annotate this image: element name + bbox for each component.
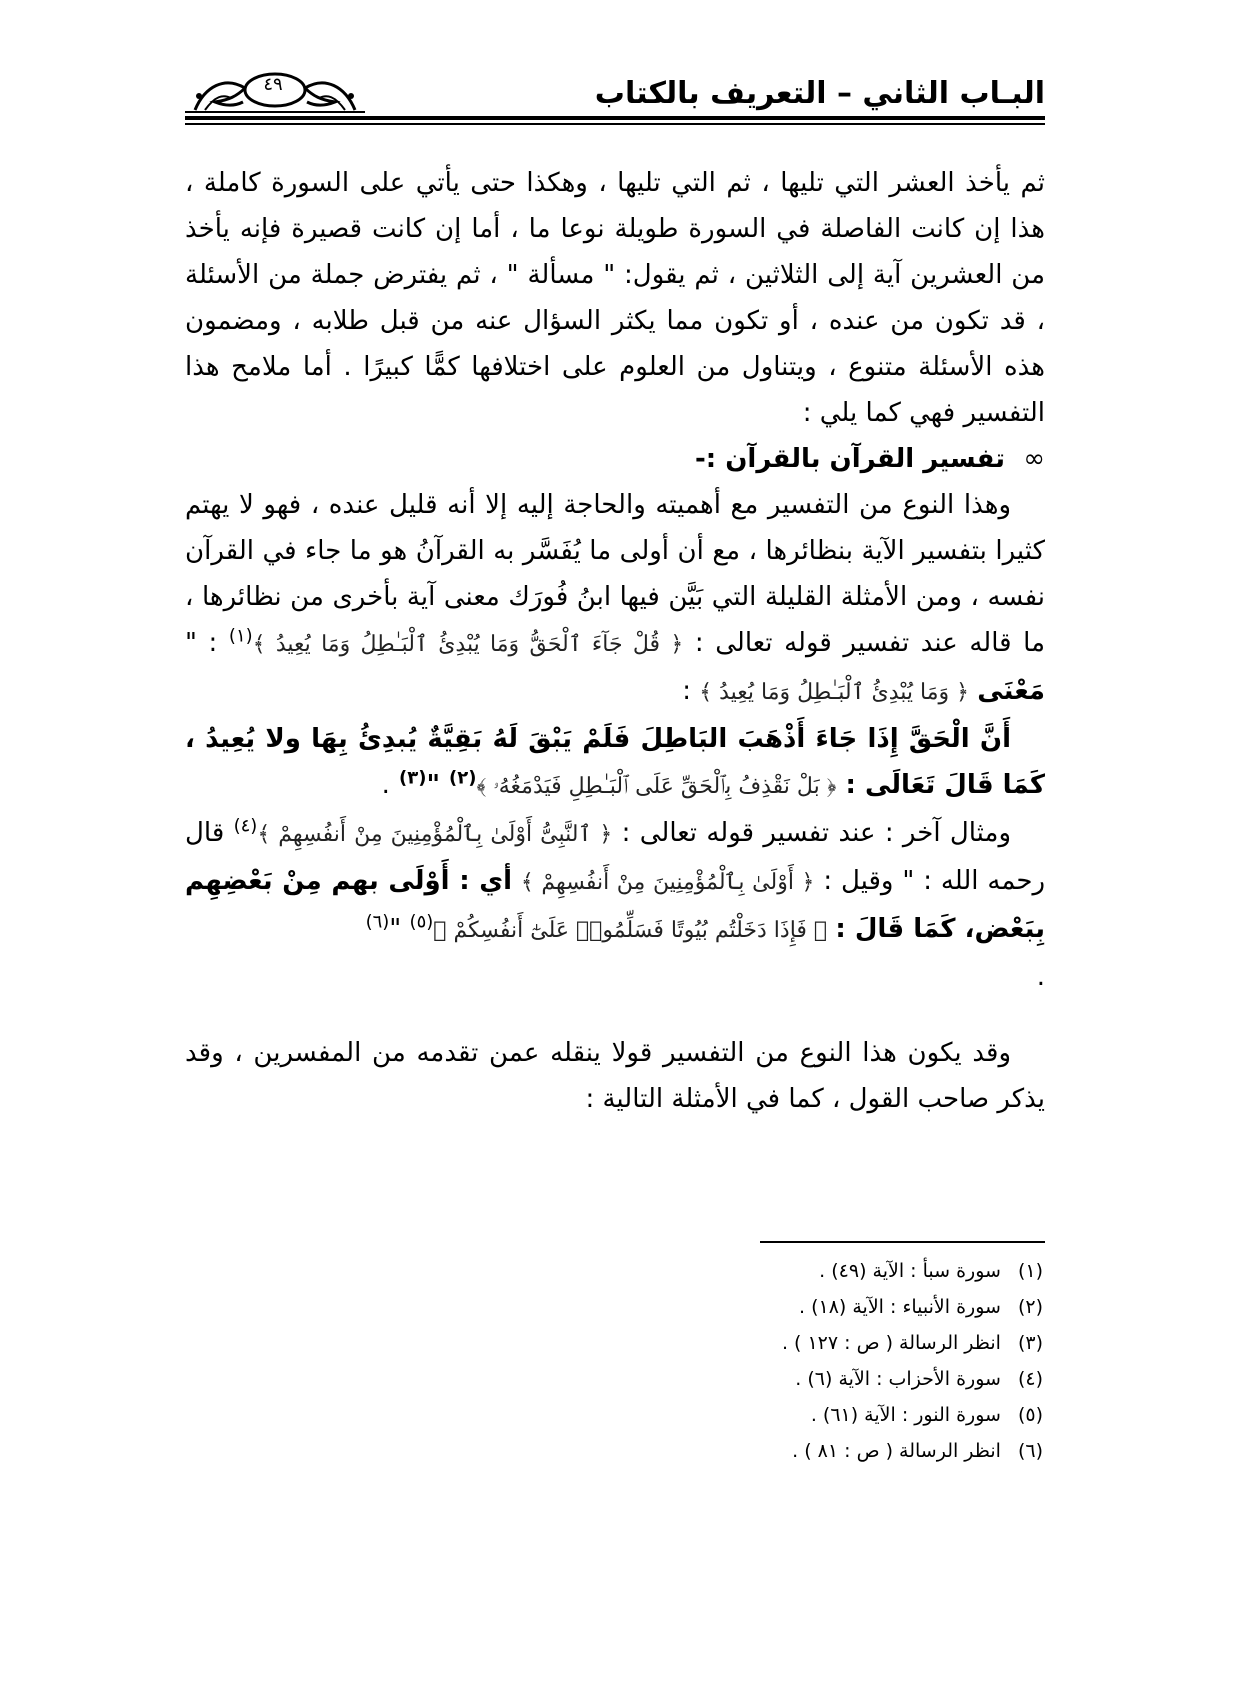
para2-text-a: وهذا النوع من التفسير مع أهميته والحاجة إليه إلا أنه قليل عنده ، فهو لا يهتم كثيرا بتفسير الآية بنظائرها ، مع أن أولى ما يُفَسَّر به القرآنُ هو ما جاء في القرآن نفسه ، ومن الأمثلة القليلة التي بَيَّن فيها ابنُ فُورَك معنى آية بأخرى من نظائرها ، ما قاله عند تفسير قوله تعالى : (185, 490, 1046, 658)
para2-text-c: : (682, 676, 691, 706)
paragraph-2 (185, 482, 1045, 716)
footnote-ref-4: (٤) (233, 815, 258, 837)
footnote-ref-2: (٢) (449, 767, 477, 789)
para4-text-a: ومثال آخر : عند تفسير قوله تعالى : (621, 818, 1012, 848)
footnotes (185, 1253, 1045, 1469)
paragraph-4 (185, 810, 1045, 954)
footnote-number: (٤) (1017, 1368, 1043, 1390)
footnote-4 (185, 1361, 1045, 1397)
chapter-title: البـاب الثاني – التعريف بالكتاب (594, 76, 1045, 111)
footnote-ref-1: (١) (228, 625, 253, 647)
para4-text-b: قال رحمه الله : " وقيل : (185, 818, 1046, 896)
footnote-number: (٥) (1017, 1404, 1043, 1426)
footnote-number: (٦) (1017, 1440, 1043, 1462)
quran-verse-6: ﴿ فَإِذَا دَخَلْتُم بُيُوتًا فَسَلِّمُوا۟ عَلَىٰٓ أَنفُسِكُمْ ﴾ (433, 918, 828, 943)
header-rule (185, 116, 1045, 120)
quran-verse-5: ﴿ أَوْلَىٰ بِٱلْمُؤْمِنِينَ مِنْ أَنفُسِهِمْ ﴾ (520, 870, 815, 895)
footnote-text: سورة الأحزاب : الآية (٦) . (795, 1368, 1001, 1390)
quran-verse-3: ﴿ بَلْ نَقْذِفُ بِٱلْحَقِّ عَلَى ٱلْبَـٰطِلِ فَيَدْمَغُهُۥ ﴾ (476, 774, 837, 799)
para2-text-b: : " (185, 628, 218, 658)
section-subheading (185, 436, 1045, 482)
page-number: ٤٩ (263, 74, 283, 95)
para4-text-c: أي : أَوْلَى بهم مِنْ بَعْضِهِم بِبَعْض، كَمَا قَالَ : (185, 866, 1045, 944)
para3-close-quote: " (426, 770, 440, 800)
para3-end: . (381, 770, 390, 800)
footnote-number: (٣) (1017, 1332, 1043, 1354)
footnote-2 (185, 1289, 1045, 1325)
footnote-6 (185, 1433, 1045, 1469)
footnote-text: انظر الرسالة ( ص : ٨١ ) . (792, 1440, 1001, 1462)
paragraph-spacer (185, 1000, 1045, 1030)
header-rule-thin (185, 123, 1045, 125)
footnote-separator (760, 1241, 1045, 1243)
paragraph-3 (185, 716, 1045, 810)
footnote-text: سورة النور : الآية (٦١) . (810, 1404, 1001, 1426)
footnote-text: سورة الأنبياء : الآية (١٨) . (799, 1296, 1001, 1318)
footnote-3 (185, 1325, 1045, 1361)
para3-text-a: أَنَّ الْحَقَّ إِذَا جَاءَ أَذْهَبَ البَاطِلَ فَلَمْ يَبْقَ لَهُ بَقِيَّةٌ يُبدِئُ بِهَا ولا يُعِيدُ ، كَمَا قَالَ تَعَالَى : (185, 724, 1045, 800)
paragraph-5: وقد يكون هذا النوع من التفسير قولا ينقله عمن تقدمه من المفسرين ، وقد يذكر صاحب القول ، كما في الأمثلة التالية : (185, 1038, 1045, 1114)
footnote-text: سورة سبأ : الآية (٤٩) . (819, 1260, 1001, 1282)
infinity-bullet-icon: ∞ (1023, 444, 1045, 474)
page-header (185, 60, 1045, 130)
footnote-ref-3: (٣) (398, 767, 427, 789)
paragraph-4-end: . (1036, 962, 1045, 992)
footnote-1 (185, 1253, 1045, 1289)
footnote-ref-5: (٥) (409, 911, 434, 933)
footnote-number: (١) (1017, 1260, 1043, 1282)
paragraph-1: ثم يأخذ العشر التي تليها ، ثم التي تليها ، وهكذا حتى يأتي على السورة كاملة ، هذا إن كانت الفاصلة في السورة طويلة نوعا ما ، أما إن كانت قصيرة فإنه يأخذ من العشرين آية إلى الثلاثين ، ثم يقول: " مسألة " ، ثم يفترض جملة من الأسئلة ، قد تكون من عنده ، أو تكون مما يكثر السؤال عنه من قبل طلابه ، ومضمون هذه الأسئلة متنوع ، ويتناول من العلوم على اختلافها كمًّا كبيرًا . أما ملامح هذا التفسير فهي كما يلي : (185, 168, 1045, 428)
quran-verse-4: ﴿ ٱلنَّبِىُّ أَوْلَىٰ بِٱلْمُؤْمِنِينَ مِنْ أَنفُسِهِمْ ﴾ (257, 822, 613, 847)
footnote-text: انظر الرسالة ( ص : ١٢٧ ) . (781, 1332, 1001, 1354)
subheading-text: تفسير القرآن بالقرآن :- (694, 444, 1005, 474)
footnote-5 (185, 1397, 1045, 1433)
body-text (185, 160, 1045, 1122)
quran-verse-1: ﴿ قُلْ جَآءَ ٱلْحَقُّ وَمَا يُبْدِئُ ٱلْبَـٰطِلُ وَمَا يُعِيدُ ﴾ (252, 632, 684, 657)
para4-close-quote: " (389, 914, 402, 944)
quran-verse-2: ﴿ وَمَا يُبْدِئُ ٱلْبَـٰطِلُ وَمَا يُعِيدُ ﴾ (699, 680, 970, 705)
para2-maana: مَعْنَى (977, 676, 1045, 706)
footnote-ref-6: (٦) (365, 911, 390, 933)
footnote-number: (٢) (1017, 1296, 1043, 1318)
